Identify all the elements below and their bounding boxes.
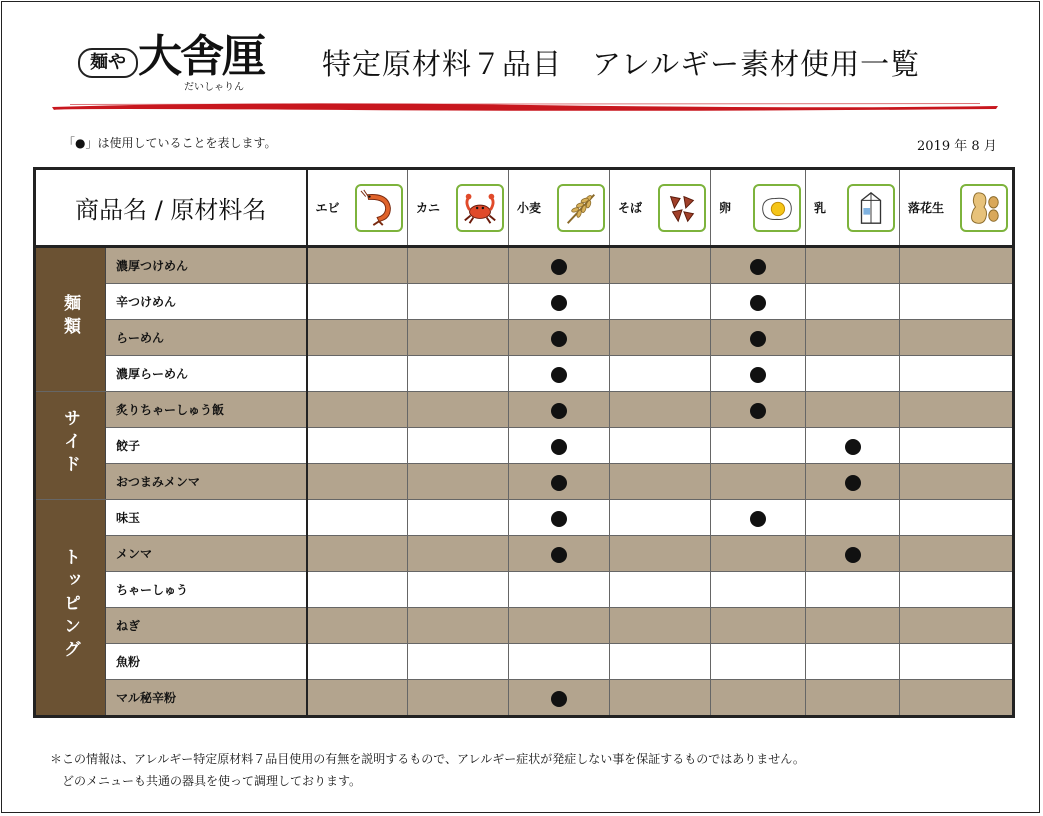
allergen-cell-nyu <box>806 247 900 284</box>
table-row <box>35 572 1014 608</box>
allergen-cell-nyu <box>806 320 900 356</box>
allergen-cell-komugi <box>509 536 610 572</box>
allergen-cell-ebi <box>307 247 408 284</box>
logo-name: 大舎厘 <box>138 31 264 82</box>
allergen-cell-nyu <box>806 680 900 717</box>
used-mark <box>551 691 567 707</box>
allergen-cell-kani <box>408 500 509 536</box>
header-komugi <box>509 169 610 247</box>
item-name: らーめん <box>106 320 307 356</box>
used-mark <box>551 259 567 275</box>
allergen-cell-soba <box>610 572 711 608</box>
allergen-cell-soba <box>610 247 711 284</box>
category-cell <box>35 500 106 717</box>
allergen-cell-komugi <box>509 284 610 320</box>
allergen-table <box>33 167 1015 718</box>
crab-icon <box>456 184 504 232</box>
used-mark <box>750 367 766 383</box>
allergen-cell-nyu <box>806 356 900 392</box>
brush-stroke-divider <box>50 98 1000 114</box>
allergen-cell-kani <box>408 572 509 608</box>
item-name: 辛つけめん <box>106 284 307 320</box>
allergen-cell-ebi <box>307 284 408 320</box>
item-name: 魚粉 <box>106 644 307 680</box>
item-name: 濃厚つけめん <box>106 247 307 284</box>
allergen-cell-soba <box>610 464 711 500</box>
header-soba <box>610 169 711 247</box>
allergen-cell-tamago <box>711 356 806 392</box>
allergen-cell-kani <box>408 608 509 644</box>
table-row <box>35 608 1014 644</box>
allergen-cell-soba <box>610 320 711 356</box>
item-name: 濃厚らーめん <box>106 356 307 392</box>
allergen-cell-kani <box>408 680 509 717</box>
table-row <box>35 247 1014 284</box>
allergen-cell-soba <box>610 680 711 717</box>
header-ebi <box>307 169 408 247</box>
used-mark <box>750 511 766 527</box>
allergen-cell-nyu <box>806 392 900 428</box>
table-row <box>35 464 1014 500</box>
allergen-cell-komugi <box>509 247 610 284</box>
header-kani <box>408 169 509 247</box>
allergen-cell-tamago <box>711 572 806 608</box>
allergen-cell-rakkasei <box>900 500 1014 536</box>
used-mark <box>551 403 567 419</box>
peanut-icon <box>960 184 1008 232</box>
allergen-cell-kani <box>408 464 509 500</box>
allergen-cell-nyu <box>806 536 900 572</box>
allergen-cell-komugi <box>509 680 610 717</box>
allergen-cell-komugi <box>509 428 610 464</box>
allergen-cell-rakkasei <box>900 356 1014 392</box>
allergen-cell-tamago <box>711 680 806 717</box>
allergen-cell-soba <box>610 644 711 680</box>
used-mark <box>551 475 567 491</box>
allergen-cell-rakkasei <box>900 536 1014 572</box>
allergen-cell-ebi <box>307 428 408 464</box>
allergen-cell-tamago <box>711 464 806 500</box>
allergen-cell-ebi <box>307 644 408 680</box>
allergen-cell-rakkasei <box>900 247 1014 284</box>
allergen-cell-tamago <box>711 608 806 644</box>
allergen-cell-kani <box>408 356 509 392</box>
allergen-cell-soba <box>610 284 711 320</box>
page-title: 特定原材料７品目 アレルギー素材使用一覧 <box>322 47 921 81</box>
allergen-cell-tamago <box>711 284 806 320</box>
used-mark <box>750 331 766 347</box>
used-mark <box>845 439 861 455</box>
allergen-cell-rakkasei <box>900 680 1014 717</box>
item-name: ねぎ <box>106 608 307 644</box>
note-line: どのメニューも共通の器具を使って調理しております。 <box>50 774 362 788</box>
allergen-cell-komugi <box>509 500 610 536</box>
used-mark <box>551 331 567 347</box>
allergen-cell-tamago <box>711 428 806 464</box>
allergen-cell-kani <box>408 536 509 572</box>
allergen-cell-rakkasei <box>900 608 1014 644</box>
allergen-cell-soba <box>610 608 711 644</box>
allergen-cell-tamago <box>711 536 806 572</box>
item-name: 餃子 <box>106 428 307 464</box>
allergen-cell-soba <box>610 536 711 572</box>
allergen-cell-rakkasei <box>900 320 1014 356</box>
allergen-cell-soba <box>610 500 711 536</box>
allergen-cell-komugi <box>509 572 610 608</box>
table-row <box>35 320 1014 356</box>
header-rakkasei <box>900 169 1014 247</box>
used-mark <box>845 547 861 563</box>
used-mark <box>551 295 567 311</box>
allergen-cell-ebi <box>307 680 408 717</box>
legend-text: 「●」は使用していることを表します。 <box>63 136 277 150</box>
table-row <box>35 284 1014 320</box>
brand-logo <box>72 30 282 92</box>
allergen-cell-nyu <box>806 500 900 536</box>
used-mark <box>551 439 567 455</box>
egg-icon <box>753 184 801 232</box>
used-mark <box>551 367 567 383</box>
allergen-cell-kani <box>408 644 509 680</box>
allergen-cell-tamago <box>711 500 806 536</box>
allergen-cell-nyu <box>806 572 900 608</box>
item-name: ちゃーしゅう <box>106 572 307 608</box>
table-header-row <box>35 169 1014 247</box>
allergen-cell-rakkasei <box>900 464 1014 500</box>
allergen-cell-ebi <box>307 500 408 536</box>
allergen-cell-rakkasei <box>900 284 1014 320</box>
allergen-cell-komugi <box>509 608 610 644</box>
category-label: トッピング <box>60 547 80 663</box>
item-name: マル秘辛粉 <box>106 680 307 717</box>
logo-badge: 麺や <box>78 48 138 78</box>
allergen-cell-ebi <box>307 572 408 608</box>
table-row <box>35 500 1014 536</box>
header-tamago <box>711 169 806 247</box>
allergen-cell-kani <box>408 320 509 356</box>
category-label: サイド <box>60 408 80 478</box>
header-label: カニ <box>416 201 441 215</box>
allergen-cell-kani <box>408 428 509 464</box>
allergen-cell-soba <box>610 392 711 428</box>
allergen-cell-komugi <box>509 320 610 356</box>
header-label: 小麦 <box>517 201 542 215</box>
date-text: 2019 年 8 月 <box>917 139 997 154</box>
category-cell <box>35 392 106 500</box>
used-mark <box>551 511 567 527</box>
allergen-cell-kani <box>408 247 509 284</box>
allergen-cell-nyu <box>806 428 900 464</box>
allergen-cell-soba <box>610 356 711 392</box>
allergen-cell-ebi <box>307 464 408 500</box>
used-mark <box>551 547 567 563</box>
allergen-cell-nyu <box>806 464 900 500</box>
allergen-cell-rakkasei <box>900 428 1014 464</box>
allergen-cell-ebi <box>307 356 408 392</box>
allergen-cell-nyu <box>806 608 900 644</box>
header-label: 落花生 <box>908 201 945 215</box>
item-name: メンマ <box>106 536 307 572</box>
allergen-cell-tamago <box>711 247 806 284</box>
used-mark <box>845 475 861 491</box>
table-row <box>35 356 1014 392</box>
name-header: 商品名 / 原材料名 <box>35 169 307 247</box>
allergen-cell-komugi <box>509 644 610 680</box>
allergen-cell-rakkasei <box>900 392 1014 428</box>
table-row <box>35 392 1014 428</box>
table-row <box>35 644 1014 680</box>
table-row <box>35 536 1014 572</box>
allergen-cell-ebi <box>307 608 408 644</box>
buckwheat-icon <box>658 184 706 232</box>
milk-icon <box>847 184 895 232</box>
header-label: 卵 <box>719 201 732 215</box>
allergen-cell-komugi <box>509 392 610 428</box>
category-cell <box>35 247 106 392</box>
item-name: 味玉 <box>106 500 307 536</box>
header-label: そば <box>618 201 643 215</box>
allergen-cell-nyu <box>806 644 900 680</box>
allergen-cell-soba <box>610 428 711 464</box>
allergen-cell-ebi <box>307 320 408 356</box>
used-mark <box>750 295 766 311</box>
allergen-cell-kani <box>408 392 509 428</box>
wheat-icon <box>557 184 605 232</box>
allergen-cell-rakkasei <box>900 644 1014 680</box>
used-mark <box>750 259 766 275</box>
header-label: エビ <box>315 201 340 215</box>
allergen-cell-kani <box>408 284 509 320</box>
table-row <box>35 428 1014 464</box>
header-nyu <box>806 169 900 247</box>
allergen-cell-nyu <box>806 284 900 320</box>
allergen-cell-ebi <box>307 536 408 572</box>
shrimp-icon <box>355 184 403 232</box>
allergen-cell-ebi <box>307 392 408 428</box>
allergen-cell-komugi <box>509 464 610 500</box>
allergen-cell-tamago <box>711 392 806 428</box>
used-mark <box>750 403 766 419</box>
allergen-cell-tamago <box>711 320 806 356</box>
note-line: ＊この情報は、アレルギー特定原材料７品目使用の有無を説明するもので、アレルギー症状が発症しない事を保証するものではありません。 <box>50 752 805 766</box>
header-label: 乳 <box>814 201 827 215</box>
allergen-cell-tamago <box>711 644 806 680</box>
allergen-cell-komugi <box>509 356 610 392</box>
category-label: 麺類 <box>60 294 80 340</box>
item-name: 炙りちゃーしゅう飯 <box>106 392 307 428</box>
disclaimer-note <box>50 748 805 792</box>
allergen-cell-rakkasei <box>900 572 1014 608</box>
item-name: おつまみメンマ <box>106 464 307 500</box>
table-row <box>35 680 1014 717</box>
logo-reading: だいしゃりん <box>184 82 244 93</box>
